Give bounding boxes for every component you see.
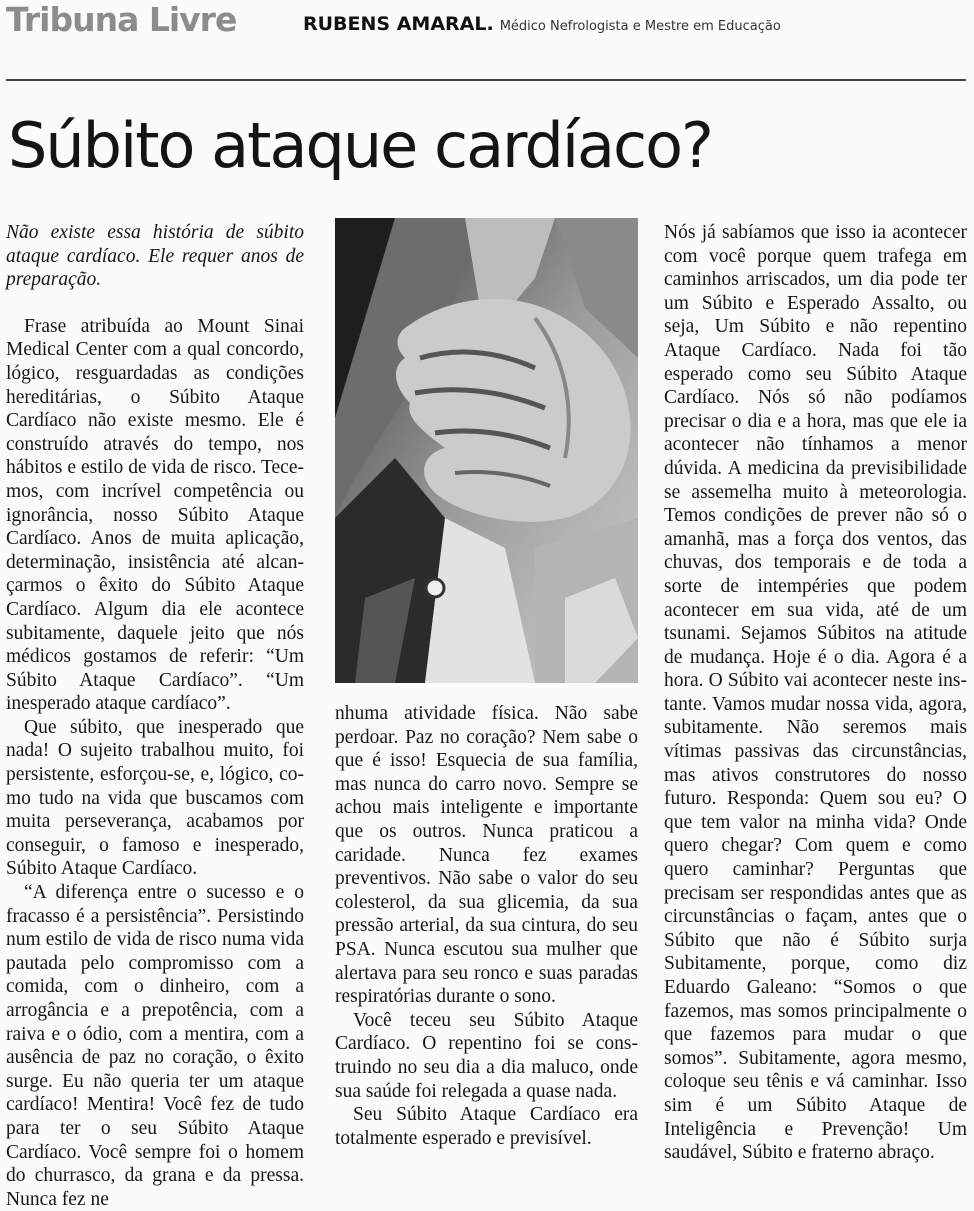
- paragraph: Seu Súbito Ataque Cardíaco era totalmente esperado e previsível.: [335, 1104, 638, 1149]
- header-divider: [6, 79, 966, 81]
- paragraph: “A diferença entre o sucesso e o fracasso é a persistência”. Persistindo num estilo de vida de risco numa vida pautada pelo compromisso com a comida, com o dinheiro, com a arrogância e a prepotência, com a raiva e o ódio, com a mentira, com a ausência de paz no coração, o êxito surge. Eu não queria ter um ataque cardíaco! Mentira! Você fez de tudo para ter o seu Súbito Ataque Cardíaco. Você sempre foi o homem do churrasco, da grana e da pressa. Nunca fez ne: [6, 882, 304, 1210]
- article-column-3: [664, 221, 967, 1165]
- chest-pain-illustration: [335, 218, 638, 683]
- article-column-1: [6, 221, 304, 1211]
- author-name: RUBENS AMARAL.: [303, 13, 494, 35]
- paragraph: nhuma atividade física. Não sabe perdoar. Paz no coração? Nem sabe o que é isso! Esquecia de sua família, mas nunca do carro novo. Sempre se achou mais inteligente e importante que os outros. Nunca praticou a caridade. Nunca fez exames preventivos. Não sabe o valor do seu colesterol, da sua glicemia, da sua pressão arterial, da sua cintura, do seu PSA. Nunca escutou sua mulher que alertava para seu ronco e suas paradas respiratórias durante o sono.: [335, 703, 638, 1008]
- chest-pain-photo: [335, 218, 638, 683]
- article-lead: Não existe essa história de súbito ataque cardíaco. Ele requer anos de preparação.: [6, 222, 304, 291]
- paragraph: Você teceu seu Súbito Ataque Cardíaco. O repentino foi se construindo no seu dia a dia maluco, onde sua saúde foi relegada a quase nada.: [335, 1009, 638, 1102]
- paragraph: Nós já sabíamos que isso ia acontecer com você porque quem trafega em caminhos arriscados, um dia pode ter um Súbito e Esperado Assalto, ou seja, Um Súbito e não repentino Ataque Cardíaco. Nada foi tão esperado como seu Súbito Ataque Cardíaco. Nós só não podíamos precisar o dia e a hora, mas que ele ia acontecer não tínhamos a menor dúvida. A medicina da previsibilidade se assemelha muito à meteorologia. Temos condições de prever não só o amanhã, mas a força dos ventos, das chuvas, dos temporais e de toda a sorte de intempéries que podem acontecer em sua vida, até de um tsunami. Sejamos Súbitos na atitude de mudança. Hoje é o dia. Agora é a hora. O Súbito vai acontecer neste instante. Vamos mudar nossa vida, agora, subitamente. Não seremos mais vítimas passivas das circunstâncias, mas ativos construtores do nosso futuro. Responda: Quem sou eu? O que tem valor na minha vida? Onde quero chegar? Com quem e como quero caminhar? Perguntas que precisam ser respondidas antes que as circunstâncias o façam, antes que o Súbito que não é Súbito surja Subitamente, porque, como diz Eduardo Galeano: “Somos o que fazemos, mas somos principalmente o que fazemos para mudar o que somos”. Subitamente, agora mesmo, coloque seu tênis e vá caminhar. Isso sim é um Súbito Ataque de Inteligência e Prevenção! Um saudável, Súbito e fraterno abraço.: [664, 222, 967, 1164]
- article-headline: Súbito ataque cardíaco?: [8, 109, 712, 182]
- byline: [303, 11, 781, 40]
- paragraph: Que súbito, que inesperado que nada! O sujeito trabalhou muito, foi persistente, esforçou-se, e, lógico, como tudo na vida que buscamos com muita perseverança, acabamos por conseguir, o famoso e inesperado, Súbito Ataque Cardíaco.: [6, 716, 304, 880]
- masthead: [0, 0, 974, 48]
- author-title: Médico Nefrologista e Mestre em Educação: [499, 19, 781, 34]
- paragraph: Frase atribuída ao Mount Sinai Medical Center com a qual concordo, lógico, resguardadas as condições hereditárias, o Súbito Ataque Cardíaco não existe mesmo. Ele é construído através do tempo, nos hábitos e estilo de vida de risco. Tecemos, com incrível competência ou ignorância, nosso Súbito Ataque Cardíaco. Anos de muita aplicação, determinação, insistência até alcançarmos o êxito do Súbito Ataque Cardíaco. Algum dia ele acontece subitamente, daquele jeito que nós médicos gostamos de referir: “Um Súbito Ataque Cardíaco”. “Um inesperado ataque cardíaco”.: [6, 315, 304, 715]
- article-column-2: [335, 702, 638, 1150]
- section-name: Tribuna Livre: [6, 0, 237, 39]
